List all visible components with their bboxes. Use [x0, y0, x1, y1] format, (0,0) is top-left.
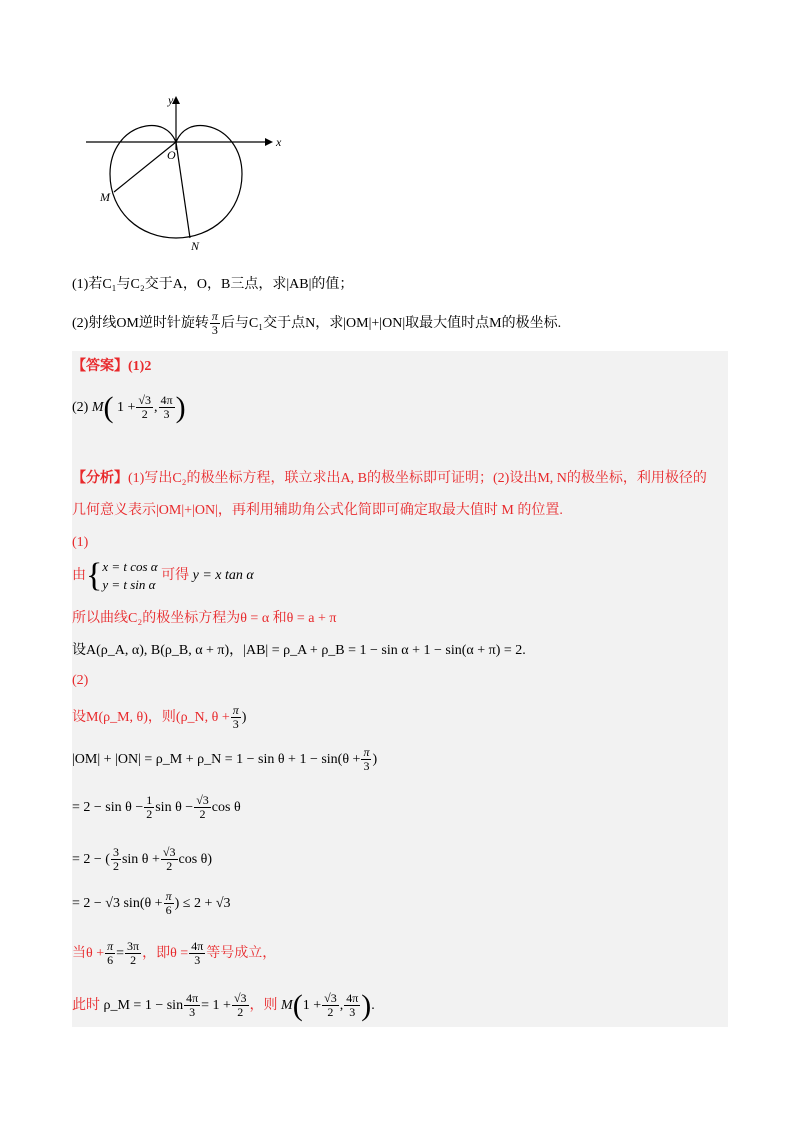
answer-2-one-plus: 1 +	[117, 400, 136, 415]
analysis-line-2: 几何意义表示|OM|+|ON|，再利用辅助角公式化简即可确定取最大值时 M 的位置.	[72, 503, 563, 518]
final-frac-3-num: √3	[324, 991, 337, 1006]
eq1-frac-den: 3	[363, 759, 370, 774]
eq2-mid: sin θ −	[155, 800, 194, 815]
eq3-mid: sin θ +	[121, 852, 160, 867]
when-frac-3-num: 4π	[191, 939, 204, 954]
answer-tag: 【答案】	[72, 359, 128, 374]
solution-result-1: y = x tan α	[192, 568, 254, 583]
eq1-suffix: )	[372, 752, 378, 767]
answer-line-2: (2) M( 1 + $\frac{√3}{2}$ , $\frac{4\pi}{3}$ )	[72, 390, 186, 424]
label-n: N	[191, 239, 200, 253]
set-m-line	[72, 703, 246, 733]
question-1: (1)若C₁与C₂交于A，O，B三点，求|AB|的值；	[72, 277, 354, 292]
solution-system: 由{ x = t cos α y = t sin α 可得 y = x tan α	[72, 556, 254, 594]
question-2-suffix: 后与C₁交于点N，求|OM|+|ON|取最大值时点M的极坐标.	[220, 316, 562, 331]
answer-2-three: 3	[163, 407, 170, 422]
final-frac-2-num: √3	[233, 991, 247, 1006]
final-frac-1-num: 4π	[186, 991, 199, 1006]
final-frac-4-den: 3	[349, 1005, 356, 1020]
eq2-prefix: = 2 − sin θ −	[72, 800, 144, 815]
eq4-prefix: = 2 − √3 sin(θ +	[72, 896, 163, 911]
answer-2-four-pi: 4π	[160, 393, 173, 408]
when-ji: ，即θ =	[142, 946, 189, 961]
x-axis-arrow-icon	[265, 138, 273, 146]
when-frac-1-num: π	[107, 939, 114, 954]
ray-on	[176, 142, 190, 238]
when-prefix: 当θ +	[72, 946, 105, 961]
final-line: 此时 ρ_M = 1 − sin $\frac{4\pi}{3}$ = 1 + $\frac{√3}{2}$ ，则 M(1 + $\frac{√3}{2}$ , $\frac{4\pi}{3}$ ).	[72, 988, 375, 1022]
eq2-frac-2-num: √3	[196, 793, 209, 808]
final-frac-4-num: 4π	[346, 991, 359, 1006]
eq-line-3	[72, 844, 212, 876]
final-frac-1-den: 3	[189, 1005, 196, 1020]
eq3-frac-2-num: √3	[162, 845, 176, 860]
eq-line-2	[72, 792, 241, 824]
when-frac-2-den: 2	[130, 953, 137, 968]
polar-equation-line: 所以曲线C₂的极坐标方程为θ = α 和θ = a + π	[72, 611, 337, 626]
eq3-frac-1-den: 2	[112, 859, 119, 874]
solution-part-1-label: (1)	[72, 535, 89, 550]
solution-part-2-label: (2)	[72, 673, 89, 688]
label-x: x	[276, 135, 282, 149]
final-eq-one-plus: = 1 +	[201, 998, 231, 1013]
set-m-suffix: )	[241, 710, 247, 725]
answer-2-sqrt3: √3	[138, 393, 151, 408]
eq3-suffix: cos θ)	[178, 852, 213, 867]
set-m-prefix: 设M(ρ_M, θ)，则(ρ_N, θ +	[72, 710, 230, 725]
eq2-frac-1-den: 2	[146, 807, 153, 822]
eq-line-4	[72, 888, 231, 920]
final-frac-3-den: 2	[327, 1005, 334, 1020]
eq1-prefix: |OM| + |ON| = ρ_M + ρ_N = 1 − sin θ + 1 − sin(θ +	[72, 752, 361, 767]
system-eq-1: x = t cos α	[102, 558, 158, 574]
analysis-text-1: (1)写出C₂的极坐标方程，联立求出A, B的极坐标即可证明；(2)设出M, N的极坐标，利用极径的	[128, 471, 707, 486]
eq2-frac-1-num: 1	[146, 793, 153, 808]
final-end: .	[371, 998, 375, 1013]
answer-panel	[72, 351, 728, 1027]
when-suffix: 等号成立，	[206, 946, 277, 961]
label-o: O	[167, 148, 176, 162]
final-rho-m: ρ_M = 1 − sin	[103, 998, 184, 1013]
eq3-frac-2-den: 2	[166, 859, 173, 874]
solution-you: 由	[72, 568, 86, 583]
question-2	[72, 309, 561, 339]
eq3-prefix: = 2 − (	[72, 852, 110, 867]
eq2-frac-2-den: 2	[199, 807, 206, 822]
answer-2-m: M	[91, 400, 104, 415]
when-eq: =	[116, 946, 125, 961]
question-2-prefix: (2)射线OM逆时针旋转	[72, 316, 209, 331]
label-y: y	[168, 93, 174, 107]
answer-line-1	[72, 357, 151, 377]
system-eq-2: y = t sin α	[102, 576, 156, 592]
final-ze: ，则	[249, 998, 278, 1013]
solution-kede: 可得	[161, 568, 190, 583]
label-m: M	[100, 190, 110, 204]
final-cishi: 此时	[72, 998, 100, 1013]
answer-2-two: 2	[141, 407, 148, 422]
analysis-tag: 【分析】	[72, 471, 128, 486]
q2-frac-den: 3	[211, 323, 218, 338]
analysis-line-1	[72, 469, 707, 489]
answer-1: (1)2	[128, 359, 152, 374]
when-frac-3-den: 3	[194, 953, 201, 968]
set-ab-line: 设A(ρ_A, α), B(ρ_B, α + π)，|AB| = ρ_A + ρ_B = 1 − sin α + 1 − sin(α + π) = 2.	[72, 643, 526, 658]
eq-line-1	[72, 745, 377, 775]
answer-2-prefix: (2)	[72, 400, 89, 415]
set-m-frac-den: 3	[232, 717, 239, 732]
q2-frac-num: π	[211, 309, 218, 324]
eq4-frac-num: π	[165, 889, 172, 904]
final-m: M	[281, 998, 293, 1013]
when-frac-2-num: 3π	[127, 939, 140, 954]
eq4-suffix: ) ≤ 2 + √3	[174, 896, 231, 911]
when-frac-1-den: 6	[107, 953, 114, 968]
polar-figure	[80, 88, 290, 258]
final-frac-2-den: 2	[237, 1005, 244, 1020]
set-m-frac-num: π	[232, 703, 239, 718]
when-line	[72, 938, 276, 970]
eq1-frac-num: π	[363, 745, 370, 760]
eq2-suffix: cos θ	[211, 800, 241, 815]
final-one-plus: 1 +	[302, 998, 322, 1013]
eq4-frac-den: 6	[165, 903, 172, 918]
eq3-frac-1-num: 3	[112, 845, 119, 860]
